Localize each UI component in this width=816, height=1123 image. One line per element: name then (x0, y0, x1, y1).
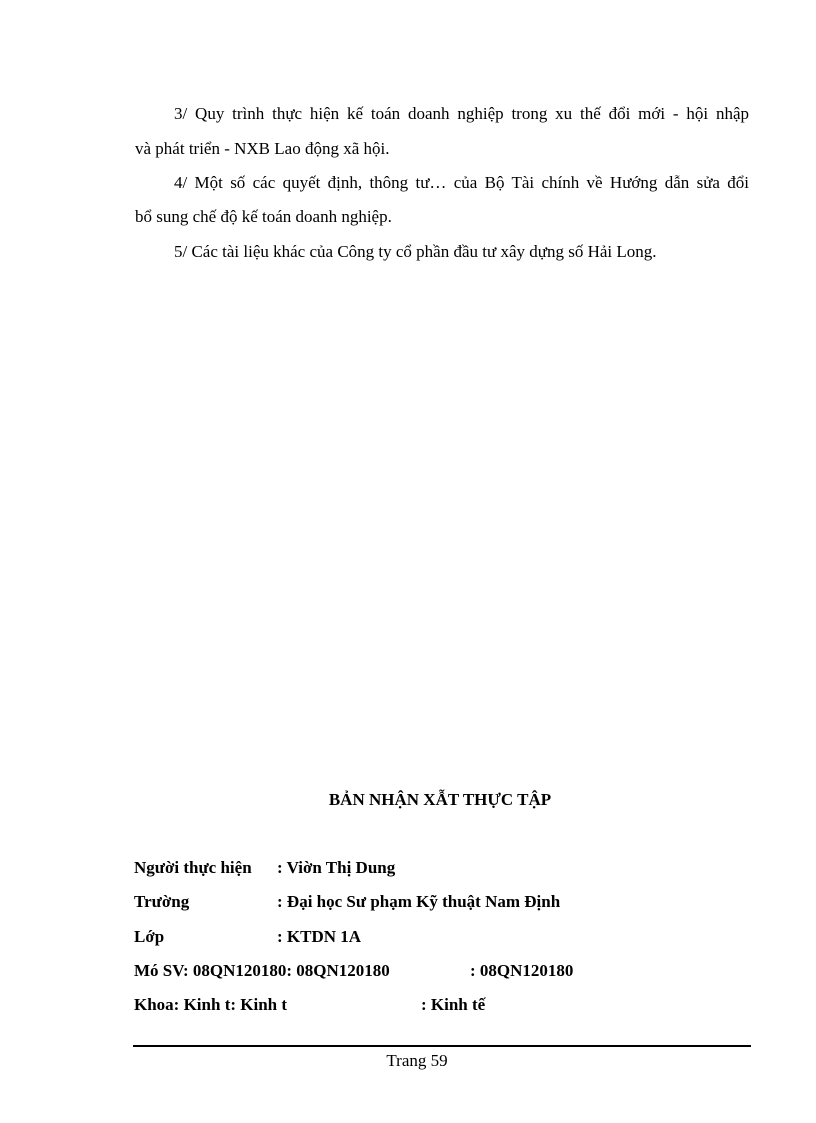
page-number: Trang 59 (386, 1051, 448, 1070)
reference-4-line-2: bổ sung chế độ kế toán doanh nghiệp. (135, 207, 392, 226)
reference-5: 5/ Các tài liệu khác của Công ty cổ phần đầu tư xây dựng số Hải Long. (174, 242, 657, 261)
info-value-school: : Đại học Sư phạm Kỹ thuật Nam Định (277, 892, 561, 911)
footer-divider (133, 1045, 751, 1047)
info-label-student-id: Mó SV: 08QN120180: 08QN120180 (134, 961, 390, 980)
review-title: BẢN NHẬN XẪT THỰC TẬP (328, 790, 552, 809)
reference-4-line-1: 4/ Một số các quyết định, thông tư… của Bộ Tài chính về Hướng dẫn sửa đổi (174, 173, 749, 192)
reference-3-line-1: 3/ Quy trình thực hiện kế toán doanh nghiệp trong xu thế đổi mới - hội nhập (174, 104, 749, 123)
info-label-school: Trường (134, 892, 190, 911)
info-value-performer: : Viờn Thị Dung (277, 858, 396, 877)
info-label-faculty: Khoa: Kinh t: Kinh t (134, 995, 288, 1014)
info-label-performer: Người thực hiện (134, 858, 252, 877)
info-value-student-id: : 08QN120180 (470, 961, 574, 980)
info-value-faculty: : Kinh tế (421, 995, 486, 1014)
info-value-class: : KTDN 1A (277, 927, 362, 946)
info-label-class: Lớp (134, 927, 165, 946)
reference-3-line-2: và phát triển - NXB Lao động xã hội. (135, 139, 390, 158)
